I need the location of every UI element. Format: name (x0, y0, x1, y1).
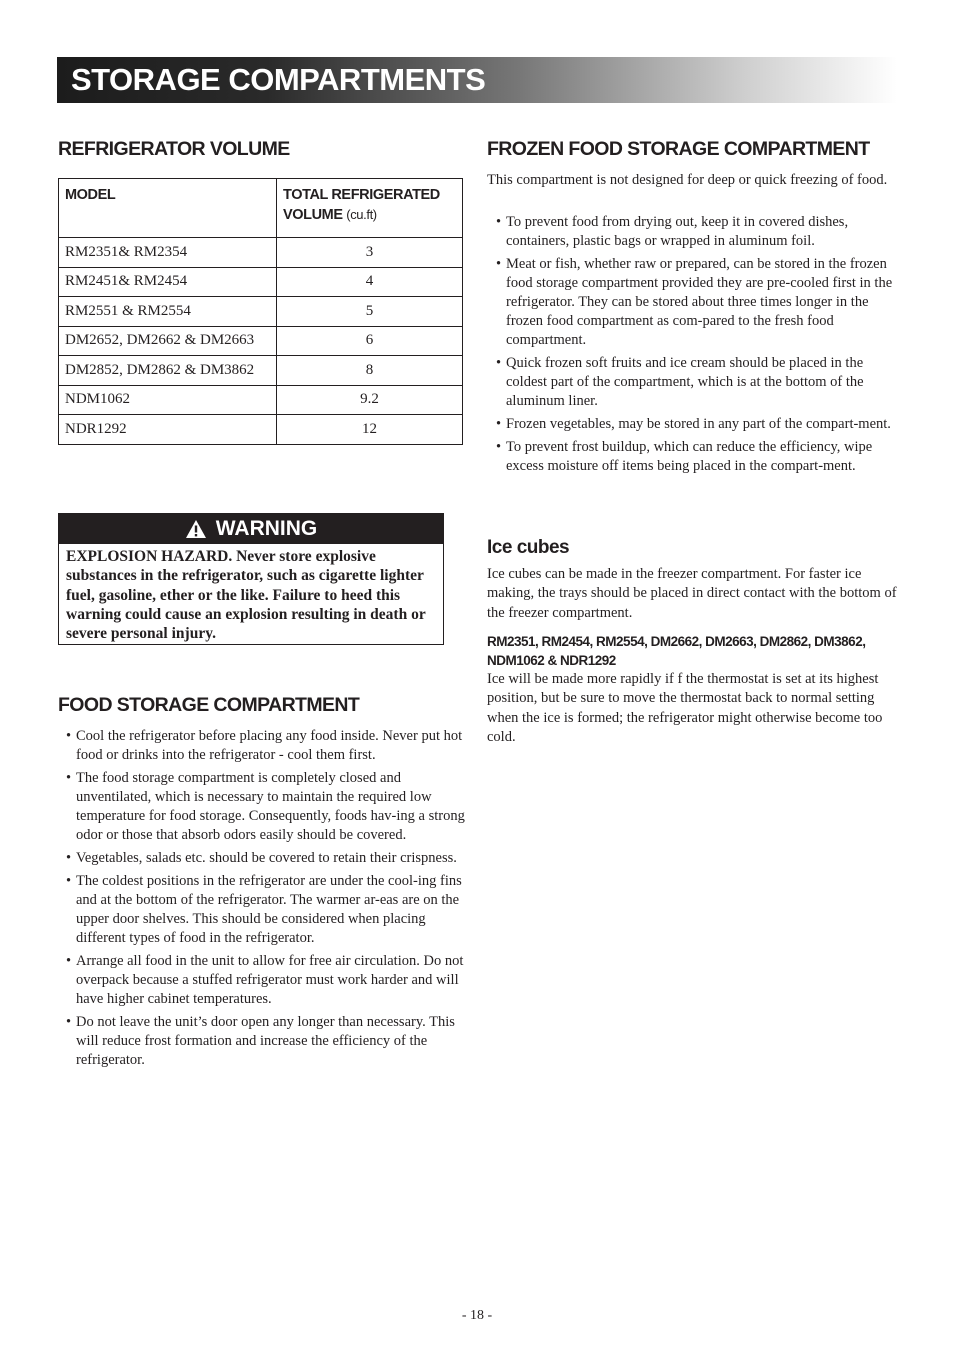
ice-cubes-intro: Ice cubes can be made in the freezer compartment. For faster ice making, the trays should be placed in direct contact with the bottom of the freezer compartment. (487, 566, 897, 621)
table-row (59, 238, 463, 268)
model-cell: DM2652, DM2662 & DM2663 (59, 326, 277, 356)
list-item: • The coldest positions in the refrigerator are under the cool-ing fins and at the bottom of the refrigerator. The warmer ar-eas are on the upper door shelves. This should be considered when placing different types of food in the refrigerator. (66, 873, 462, 946)
table-row (59, 297, 463, 327)
model-cell: NDM1062 (59, 385, 277, 415)
model-cell: RM2551 & RM2554 (59, 297, 277, 327)
frozen-food-heading: FROZEN FOOD STORAGE COMPARTMENT (487, 138, 870, 160)
table-row (59, 415, 463, 445)
warning-text: EXPLOSION HAZARD. Never store explosive substances in the refrigerator, such as cigarette lighter fuel, gasoline, ether or the like. Failure to heed this warning could cause an explosion resulting in death or severe personal injury. (66, 548, 426, 643)
volume-cell: 9.2 (277, 385, 463, 415)
volume-unit: (cu.ft) (346, 207, 377, 222)
frozen-food-list (496, 213, 898, 480)
model-cell: RM2351& RM2354 (59, 238, 277, 268)
warning-box (58, 513, 444, 645)
table-row (59, 326, 463, 356)
frozen-intro: This compartment is not designed for deep or quick freezing of food. (487, 172, 888, 188)
food-storage-heading: FOOD STORAGE COMPARTMENT (58, 694, 360, 716)
volume-cell: 4 (277, 267, 463, 297)
model-cell: NDR1292 (59, 415, 277, 445)
volume-cell: 5 (277, 297, 463, 327)
model-cell: RM2451& RM2454 (59, 267, 277, 297)
warning-header (59, 514, 443, 544)
volume-cell: 3 (277, 238, 463, 268)
page-title: STORAGE COMPARTMENTS (71, 62, 486, 97)
warning-label: WARNING (215, 517, 318, 540)
table-row (59, 385, 463, 415)
volume-table (58, 178, 463, 445)
table-row (59, 356, 463, 386)
list-item: • To prevent food from drying out, keep it in covered dishes, containers, plastic bags or wrapped in aluminum foil. (496, 214, 849, 249)
ice-cubes-models: RM2351, RM2454, RM2554, DM2662, DM2663, DM2862, DM3862, NDM1062 & NDR1292 (487, 634, 866, 668)
food-storage-list (66, 727, 466, 1074)
table-header-row (59, 179, 463, 238)
page-number: - 18 - (461, 1308, 493, 1323)
refrigerator-volume-heading: REFRIGERATOR VOLUME (58, 138, 290, 160)
ice-cubes-heading: Ice cubes (487, 537, 570, 558)
volume-cell: 12 (277, 415, 463, 445)
list-item: • Arrange all food in the unit to allow for free air circulation. Do not overpack because a stuffed refrigerator must work harder and will have higher cabinet temperatures. (66, 953, 464, 1007)
table-row (59, 267, 463, 297)
model-cell: DM2852, DM2862 & DM3862 (59, 356, 277, 386)
volume-column-header: TOTAL REFRIGERATED VOLUME (cu.ft) (277, 179, 463, 238)
list-item: • Quick frozen soft fruits and ice cream should be placed in the coldest part of the compartment, which is at the bottom of the aluminum liner. (496, 355, 864, 409)
list-item: • Do not leave the unit’s door open any longer than necessary. This will reduce frost formation and increase the efficiency of the refrigerator. (66, 1014, 455, 1068)
list-item: • The food storage compartment is completely closed and unventilated, which is necessary to maintain the required low temperature for food storage. Consequently, foods hav-ing a strong odor or those that absorb odors easily should be covered. (66, 770, 465, 843)
list-item: • Cool the refrigerator before placing any food inside. Never put hot food or drinks into the refrigerator - cool them first. (66, 728, 463, 763)
volume-cell: 8 (277, 356, 463, 386)
warning-triangle-icon (185, 519, 207, 539)
list-item: • Frozen vegetables, may be stored in any part of the compart-ment. (496, 416, 891, 432)
list-item: • Meat or fish, whether raw or prepared, can be stored in the frozen food storage compartment provided they are pre-cooled first in the refrigerator. They can be stored about three times longer in the frozen food compartment as com-pared to the fresh food compartment. (496, 256, 893, 348)
list-item: • To prevent frost buildup, which can reduce the efficiency, wipe excess moisture off items being placed in the compart-ment. (496, 439, 873, 474)
list-item: • Vegetables, salads etc. should be covered to retain their crispness. (66, 850, 457, 866)
ice-cubes-text: Ice will be made more rapidly if f the thermostat is set at its highest position, but be sure to move the thermostat back to normal setting when the ice is formed; the refrigerator might otherwise become too cold. (487, 671, 883, 745)
title-banner (57, 57, 897, 103)
model-column-header: MODEL (59, 179, 277, 238)
volume-cell: 6 (277, 326, 463, 356)
